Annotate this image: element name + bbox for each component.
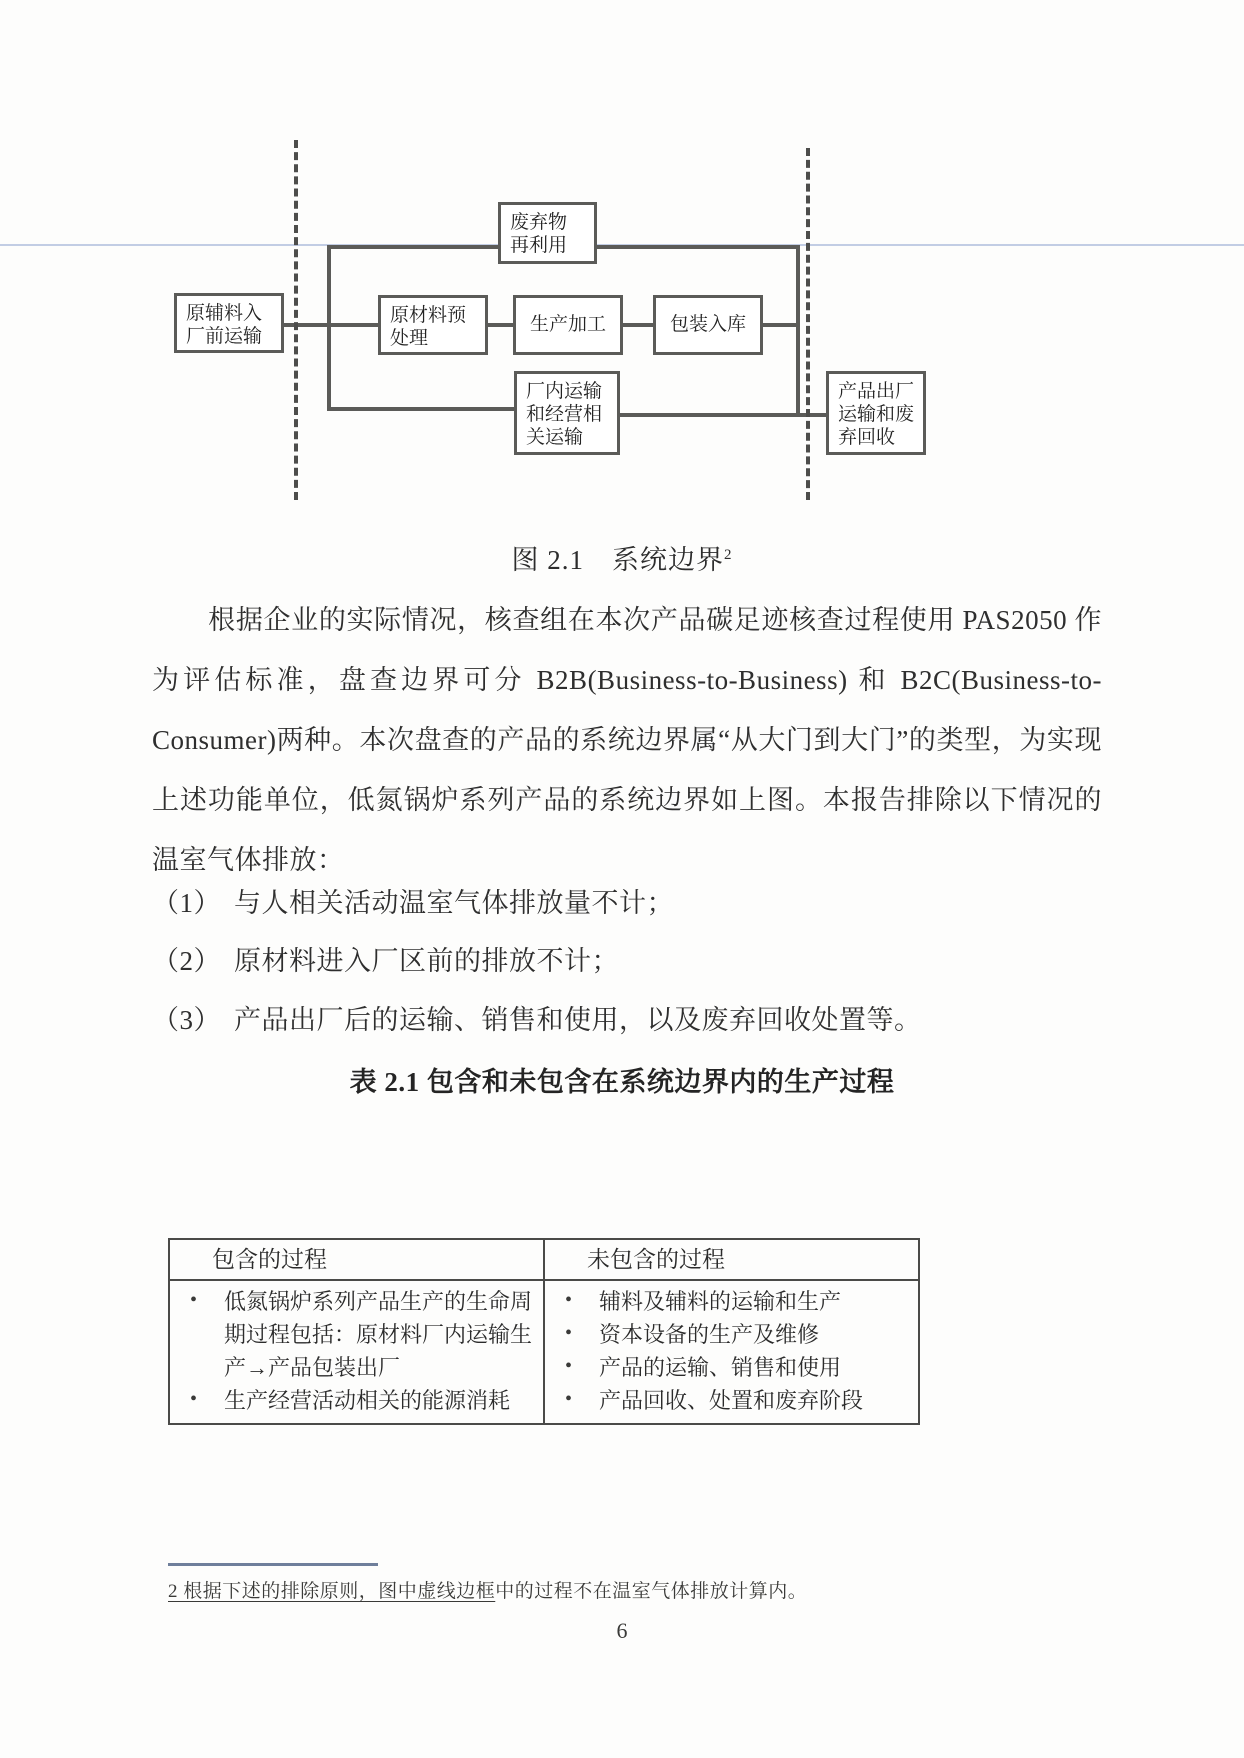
- body-paragraph-1-text: 根据企业的实际情况，核查组在本次产品碳足迹核查过程使用 PAS2050 作为评估标准，盘查边界可分 B2B(Business-to-Business) 和 B2C(Business-to-Consumer)两种。本次盘查的产品的系统边界属“从大门到大门”的类型，为实现上述功能单位，低氮锅炉系列产品的系统边界如上图。本报告排除以下情况的温室气体排放：: [152, 605, 1102, 875]
- table-caption: 表 2.1 包含和未包含在系统边界内的生产过程: [349, 1067, 895, 1097]
- footnote-separator-rule: [168, 1563, 378, 1566]
- diagram-box-production-processing: [513, 295, 623, 355]
- diagram-box-packaging-warehousing: [653, 295, 763, 355]
- diagram-box-waste-reuse-line1: 废弃物: [510, 212, 568, 233]
- rail-pretreat-to-production: [484, 323, 514, 327]
- diagram-box-waste-reuse-line2: 再利用: [510, 235, 568, 257]
- list-item: • 资本设备的生产及维修: [551, 1318, 912, 1351]
- diagram-box-raw-material-pretreatment-line2: 处理: [390, 328, 429, 350]
- included-process-list: [176, 1285, 537, 1417]
- figure-caption-text: 图 2.1 系统边界: [511, 545, 724, 575]
- exclusion-list-item-1-text: 与人相关活动温室气体排放量不计；: [234, 888, 674, 918]
- rail-bottom-left-to-internal: [327, 407, 518, 411]
- exclusion-list-item-1: [152, 883, 1102, 923]
- diagram-box-outbound-transport-recovery-line3: 弃回收: [838, 427, 896, 449]
- list-item: • 产品的运输、销售和使用: [551, 1351, 912, 1384]
- exclusion-list-item-2-text: 原材料进入厂区前的排放不计；: [234, 946, 619, 976]
- list-item: • 辅料及辅料的运输和生产: [551, 1285, 912, 1318]
- table-header-row: [169, 1239, 919, 1280]
- diagram-box-internal-transport-line3: 关运输: [526, 427, 584, 449]
- rail-waste-to-top-right: [595, 245, 800, 249]
- diagram-box-inbound-transport-line1: 原辅料入: [186, 303, 263, 324]
- figure-caption-footnote-marker: 2: [724, 547, 733, 563]
- excluded-process-list: [551, 1285, 912, 1417]
- system-boundary-diagram: [0, 0, 1244, 530]
- list-item: • 生产经营活动相关的能源消耗: [176, 1384, 537, 1417]
- exclusion-list-item-3-text: 产品出厂后的运输、销售和使用，以及废弃回收处置等。: [234, 1005, 922, 1035]
- diagram-box-raw-material-pretreatment-line1: 原材料预: [390, 305, 467, 326]
- table-header-excluded: 未包含的过程: [544, 1239, 919, 1280]
- diagram-box-inbound-transport-line2: 厂前运输: [186, 326, 263, 348]
- dashed-boundary-left: [294, 140, 298, 500]
- table-row: [169, 1280, 919, 1424]
- exclusion-list-item-3: [152, 1000, 1102, 1040]
- diagram-box-outbound-transport-recovery-line1: 产品出厂: [838, 381, 915, 402]
- list-item: • 低氮锅炉系列产品生产的生命周期过程包括：原材料厂内运输生产→产品包装出厂: [176, 1285, 537, 1384]
- process-inclusion-table: [168, 1238, 920, 1425]
- rail-internal-to-bottom-right: [619, 413, 800, 417]
- diagram-box-production-processing-label: 生产加工: [529, 314, 606, 336]
- diagram-box-inbound-transport: [174, 293, 284, 353]
- table-cell-excluded: [544, 1280, 919, 1424]
- diagram-box-waste-reuse: [498, 202, 597, 264]
- diagram-box-outbound-transport-recovery: [826, 371, 926, 455]
- diagram-box-packaging-warehousing-label: 包装入库: [669, 314, 746, 336]
- figure-caption: [0, 538, 1244, 577]
- diagram-box-internal-transport-line2: 和经营相: [526, 404, 603, 426]
- rail-packaging-to-right: [763, 323, 798, 327]
- rail-production-to-packaging: [621, 323, 654, 327]
- diagram-box-internal-transport: [514, 371, 620, 455]
- footnote-underlined-text: 2 根据下述的排除原则，图中虚线边框: [168, 1581, 496, 1602]
- dashed-boundary-right: [806, 148, 810, 500]
- exclusion-list-item-2: [152, 941, 1102, 981]
- exclusion-list-item-3-number: （3）: [152, 1005, 221, 1035]
- diagram-box-raw-material-pretreatment: [378, 295, 488, 355]
- rail-left-vertical: [327, 245, 331, 410]
- list-item: • 产品回收、处置和废弃阶段: [551, 1384, 912, 1417]
- exclusion-list-item-2-number: （2）: [152, 946, 221, 976]
- table-cell-included: [169, 1280, 544, 1424]
- table-header-included: 包含的过程: [169, 1239, 544, 1280]
- exclusion-list-item-1-number: （1）: [152, 888, 221, 918]
- diagram-box-outbound-transport-recovery-line2: 运输和废: [838, 404, 915, 426]
- rail-right-vertical: [796, 245, 800, 417]
- footnote-text: 中的过程不在温室气体排放计算内。: [495, 1581, 808, 1602]
- page-number: 6: [616, 1618, 628, 1643]
- body-paragraph-1: [152, 590, 1102, 890]
- diagram-box-internal-transport-line1: 厂内运输: [526, 381, 603, 402]
- rail-top-left-to-waste: [327, 245, 502, 249]
- footnote: [168, 1578, 968, 1606]
